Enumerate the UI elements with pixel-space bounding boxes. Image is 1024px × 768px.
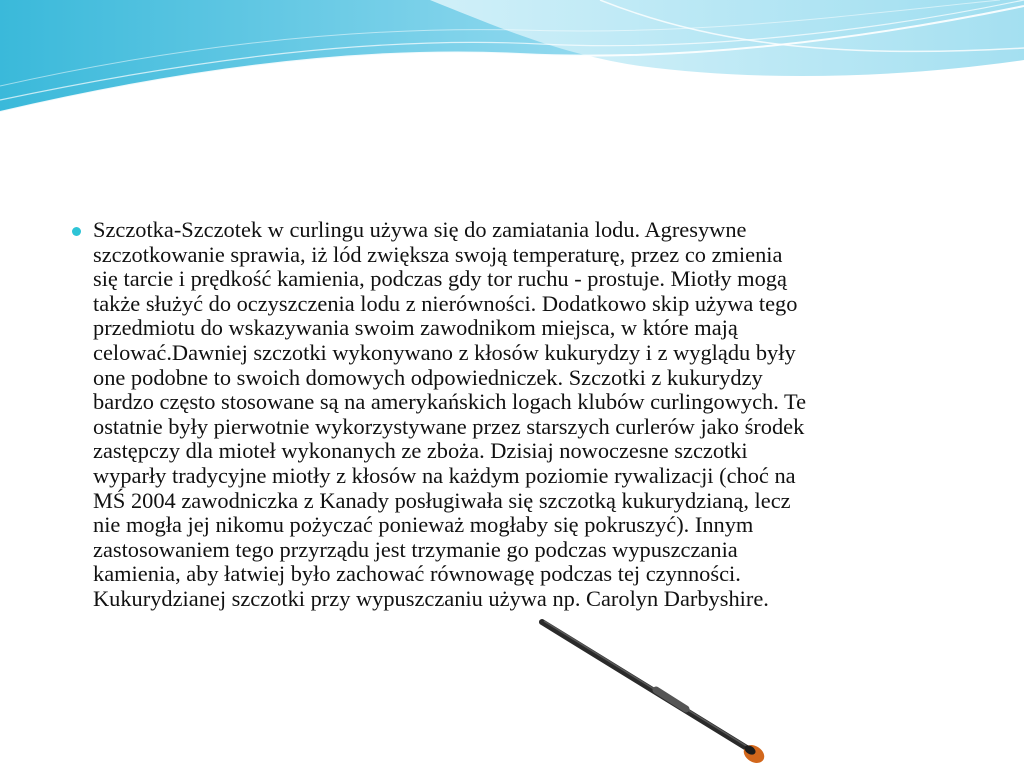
curling-broom-icon <box>536 616 776 766</box>
bullet-dot-icon <box>72 227 81 236</box>
header-waves-decoration <box>0 0 1024 140</box>
bullet-text: Szczotka-Szczotek w curlingu używa się do zamiatania lodu. Agresywne szczotkowanie sprawia, iż lód zwiększa swoją temperaturę, przez co zmienia się tarcie i prędkość kamienia, podczas gdy tor ruchu - prostuje. Miotły mogą także służyć do oczyszczenia lodu z nierówności. Dodatkowo skip używa tego przedmiotu do wskazywania swoim zawodnikom miejsca, w które mają celować.Dawniej szczotki wykonywano z kłosów kukurydzy i z wyglądu były one podobne to swoich domowych odpowiedniczek. Szczotki z kukurydzy bardzo często stosowane są na amerykańskich logach klubów curlingowych. Te ostatnie były pierwotnie wykorzystywane przez starszych curlerów jako środek zastępczy dla mioteł wykonanych ze zboża. Dzisiaj nowoczesne szczotki wyparły tradycyjne miotły z kłosów na każdym poziomie rywalizacji (choć na MŚ 2004 zawodniczka z Kanady posługiwała się szczotką kukurydzianą, lecz nie mogła jej nikomu pożyczać ponieważ mogłaby się pokruszyć). Innym zastosowaniem tego przyrządu jest trzymanie go podczas wypuszczania kamienia, aby łatwiej było zachować równowagę podczas tej czynności. Kukurydzianej szczotki przy wypuszczaniu używa np. Carolyn Darbyshire. <box>93 217 807 611</box>
bullet-item <box>72 218 972 612</box>
bullet-list <box>72 218 972 612</box>
